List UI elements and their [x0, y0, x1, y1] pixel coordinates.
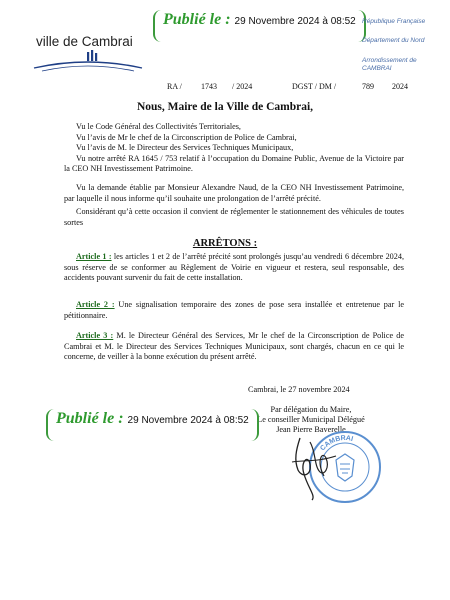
published-stamp-bottom [46, 409, 259, 441]
vu-line: Vu l’avis de Mr le chef de la Circonscription de Police de Cambrai, [76, 132, 297, 142]
ref-dgst-year: 2024 [392, 82, 408, 91]
article-1-text: les articles 1 et 2 de l’arrêté précité sont prolongés jusqu’au vendredi 6 décembre 2024, sous réserve de se conformer au Règlement de Voirie en vigueur et restera, seul responsable, des accidents pouvant survenir du fait de cette installation. [64, 252, 404, 283]
header-arrondissement: Arrondissement de CAMBRAI [362, 57, 417, 72]
published-date: 29 Novembre 2024 à 08:52 [234, 16, 356, 27]
seal-text: CAMBRAI [319, 434, 354, 453]
vu-line: Vu l’avis de M. le Directeur des Services Techniques Municipaux, [76, 143, 294, 153]
published-stamp-top [153, 10, 366, 42]
article-1 [64, 252, 404, 284]
ref-ra-label: RA / [167, 82, 182, 91]
place-date: Cambrai, le 27 novembre 2024 [248, 385, 350, 394]
article-3-label: Article 3 : [76, 331, 114, 340]
handwritten-signature [286, 432, 346, 502]
signature-line-3: Jean Pierre Baverelle [276, 425, 346, 434]
article-2-text: Une signalisation temporaire des zones de pose sera installée et entretenue par le pétitionnaire. [64, 300, 404, 320]
vu-line: Vu le Code Général des Collectivités Territoriales, [76, 122, 241, 131]
published-label: Publié le : [56, 410, 124, 427]
city-logo-text: ville de Cambrai [36, 34, 133, 49]
ref-dgst-label: DGST / DM / [292, 82, 337, 91]
published-date: 29 Novembre 2024 à 08:52 [127, 415, 249, 426]
city-logo-graphic [32, 50, 144, 74]
ref-dgst-number: 789 [362, 82, 374, 91]
signature-line-1: Par délégation du Maire, [270, 405, 352, 414]
article-3-text: M. le Directeur Général des Services, Mr le chef de la Circonscription de Police de Cambrai et M. le Directeur des Services Techniques Municipaux, sont chargés, chacun en ce qui le concerne, de veiller à la bonne exécution du présent arrêté. [64, 331, 404, 362]
vu-block [64, 122, 404, 175]
article-2 [64, 300, 404, 321]
article-1-label: Article 1 : [76, 252, 112, 261]
document-title: Nous, Maire de la Ville de Cambrai, [136, 101, 314, 113]
vu-line: Vu notre arrêté RA 1645 / 753 relatif à l’occupation du Domaine Public, Avenue de la Victoire par la CEO NH Investissement Patrimoine. [64, 153, 404, 174]
ref-ra-number: 1743 [201, 82, 217, 91]
arretons-heading: ARRÊTONS : [192, 238, 258, 249]
article-3 [64, 331, 404, 363]
ref-ra-year: / 2024 [232, 82, 253, 91]
header-republic: République Française [362, 18, 426, 25]
request-paragraph: Vu la demande établie par Monsieur Alexandre Naud, de la CEO NH Investissement Patrimoine, par laquelle il nous informe qu’il souhaite une prolongation de l’arrêté précité. [64, 183, 404, 203]
header-department: Département du Nord [362, 37, 425, 44]
considering-paragraph: Considérant qu’à cette occasion il convient de réglementer le stationnement des véhicules de toutes sortes [64, 207, 404, 227]
published-label: Publié le : [163, 11, 231, 28]
article-2-label: Article 2 : [76, 300, 115, 309]
signature-line-2: Le conseiller Municipal Délégué [257, 415, 365, 424]
